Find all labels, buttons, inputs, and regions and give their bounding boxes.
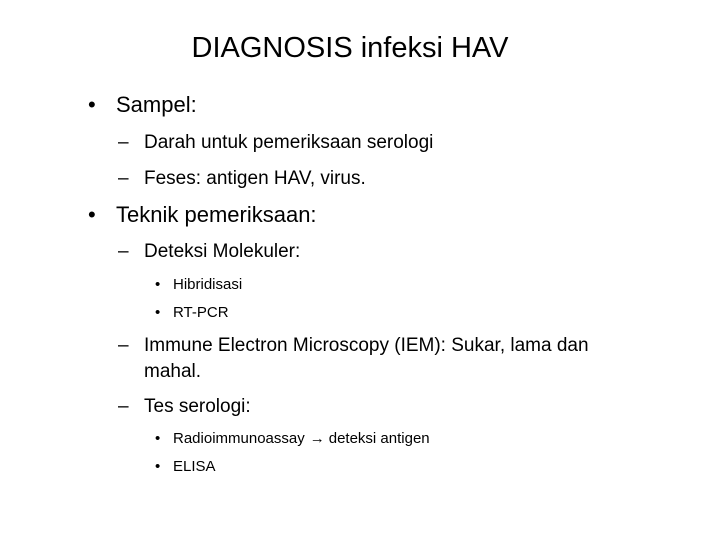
slide-title: DIAGNOSIS infeksi HAV <box>191 32 509 64</box>
dash-marker: – <box>118 241 129 262</box>
dash-marker: – <box>118 335 129 356</box>
bullet-marker: • <box>88 92 96 117</box>
sub-item-serologi <box>118 394 251 420</box>
sub-item-molekuler <box>118 239 300 265</box>
sub-item-label: Tes serologi: <box>144 396 251 417</box>
sub-item-label: Feses: antigen HAV, virus. <box>144 168 366 189</box>
sub-sub-item-label: Hibridisasi <box>173 276 243 293</box>
bullet-marker: • <box>155 458 161 475</box>
arrow-right-icon: → <box>309 430 325 447</box>
sub-sub-item-hibridisasi <box>155 274 242 295</box>
sub-sub-item-label: RT-PCR <box>173 304 229 321</box>
sub-item-label: Darah untuk pemeriksaan serologi <box>144 132 434 153</box>
bullet-marker: • <box>88 202 96 227</box>
bullet-marker: • <box>155 430 161 447</box>
sub-item-label: Deteksi Molekuler: <box>144 241 301 262</box>
sub-item-darah <box>118 130 433 156</box>
dash-marker: – <box>118 168 129 189</box>
sub-sub-item-rtpcr <box>155 302 229 323</box>
bullet-item-teknik <box>88 200 317 230</box>
bullet-marker: • <box>155 304 161 321</box>
sub-sub-item-radioimmunoassay <box>155 428 430 449</box>
dash-marker: – <box>118 396 129 417</box>
sub-item-iem <box>118 333 614 385</box>
bullet-label: Sampel: <box>116 92 197 117</box>
sub-sub-item-label-left: Radioimmunoassay <box>173 430 305 447</box>
sub-item-feses <box>118 166 366 192</box>
bullet-marker: • <box>155 276 161 293</box>
sub-sub-item-label: ELISA <box>173 458 216 475</box>
bullet-item-sampel <box>88 90 197 120</box>
sub-sub-item-label-right: deteksi antigen <box>328 430 430 447</box>
dash-marker: – <box>118 132 129 153</box>
bullet-label: Teknik pemeriksaan: <box>116 202 317 227</box>
sub-item-label: Immune Electron Microscopy (IEM): Sukar, lama dan mahal. <box>144 335 589 382</box>
sub-sub-item-elisa <box>155 456 216 477</box>
